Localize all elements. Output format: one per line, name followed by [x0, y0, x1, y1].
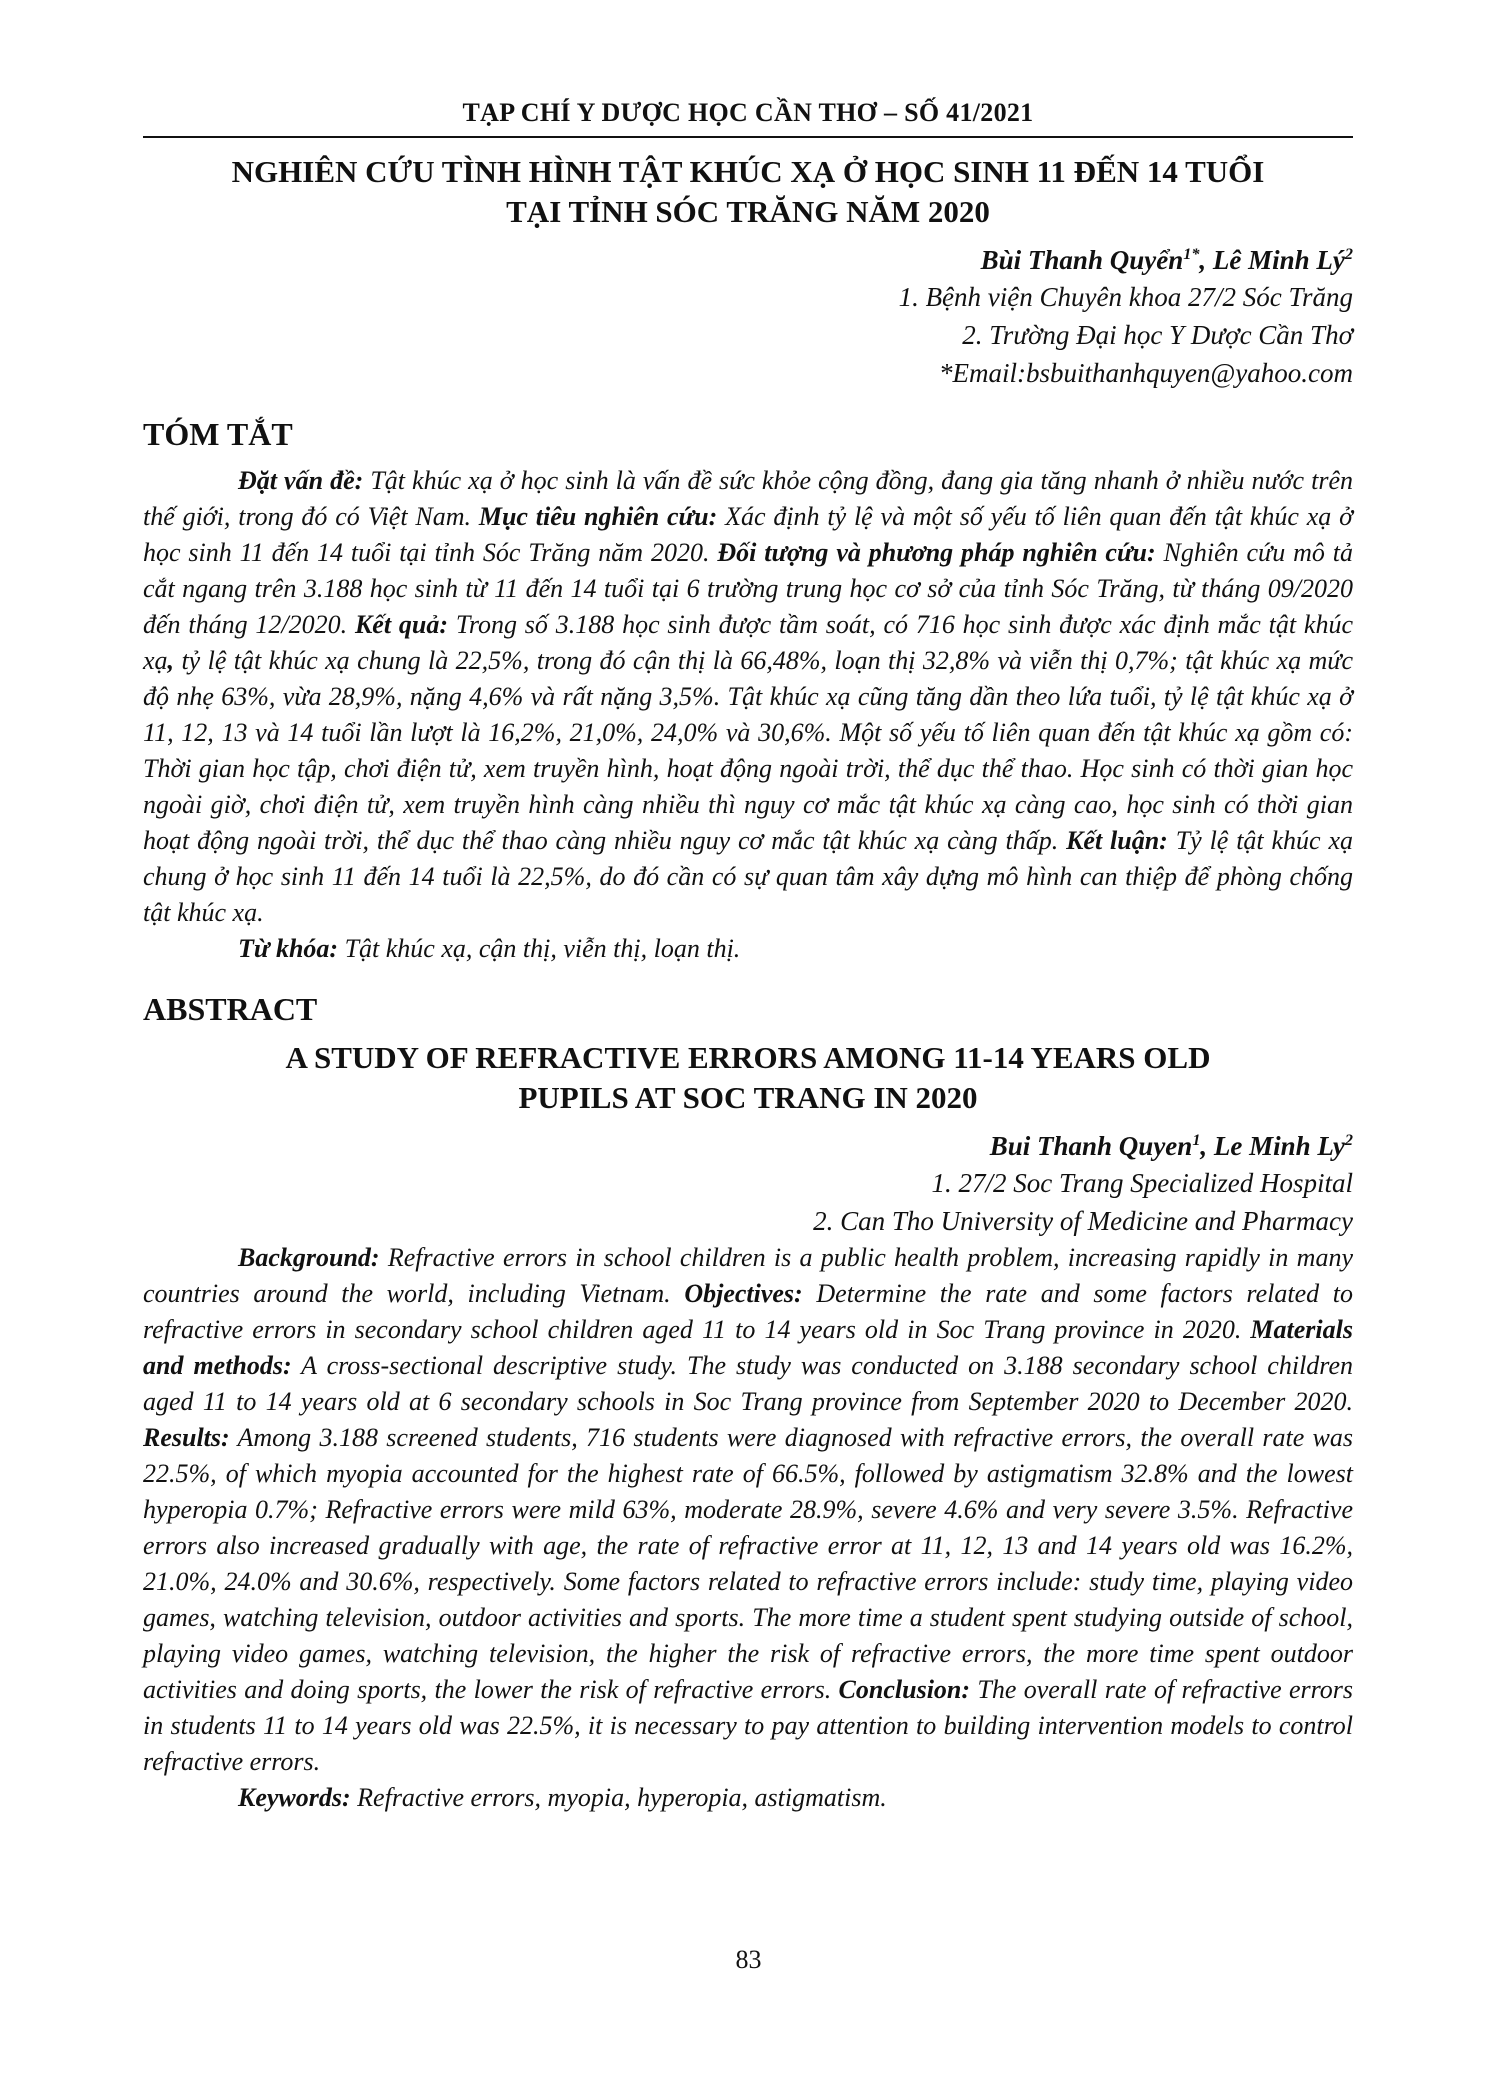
- en-title-line1: A STUDY OF REFRACTIVE ERRORS AMONG 11-14 YEARS OLD: [285, 1040, 1211, 1075]
- vi-obj-text: Xác định tỷ lệ và một số yếu tố liên quan đến tật khúc xạ ở học sinh 11 đến 14 tuổi tại tỉnh Sóc Trăng năm 2020.: [143, 502, 1354, 567]
- en-title: [143, 1038, 1353, 1118]
- vi-conc-text: Tỷ lệ tật khúc xạ chung ở học sinh 11 đến 14 tuổi là 22,5%, do đó cần có sự quan tâm xây dựng mô hình can thiệp để phòng chống tật khúc xạ.: [143, 826, 1353, 927]
- vi-res-text-a: Trong số 3.188 học sinh được tầm soát, có 716 học sinh được xác định mắc tật khúc xạ: [143, 610, 1353, 675]
- vi-author-1: Bùi Thanh Quyển: [980, 245, 1184, 275]
- vi-title: [143, 152, 1353, 232]
- vi-section-heading: TÓM TẮT: [143, 416, 293, 452]
- en-author-2-sup: 2: [1344, 1131, 1353, 1149]
- en-res-text: Among 3.188 screened students, 716 students were diagnosed with refractive errors, the overall rate was 22.5%, of which myopia accounted for the highest rate of 66.5%, followed by astigmatism 32.8% and the lowest hyperopia 0.7%; Refractive errors were mild 63%, moderate 28.9%, severe 4.6% and very severe 3.5%. Refractive errors also increased gradually with age, the rate of refractive error at 11, 12, 13 and 14 years old was 16.2%, 21.0%, 24.0% and 30.6%, respectively. Some factors related to refractive errors include: study time, playing video games, watching television, outdoor activities and sports. The more time a student spent studying outside of school, playing video games, watching television, the higher the risk of refractive errors, the more time spent outdoor activities and doing sports, the lower the risk of refractive errors.: [143, 1423, 1353, 1704]
- vi-abstract-paragraph: [143, 463, 1353, 931]
- vi-res-text-b: tỷ lệ tật khúc xạ chung là 22,5%, trong đó cận thị là 66,48%, loạn thị 32,8% và viễn thị 0,7%; tật khúc xạ mức độ nhẹ 63%, vừa 28,9%, nặng 4,6% và rất nặng 3,5%. Tật khúc xạ cũng tăng dần theo lứa tuổi, tỷ lệ tật khúc xạ ở 11, 12, 13 và 14 tuổi lần lượt là 16,2%, 21,0%, 24,0% và 30,6%. Một số yếu tố liên quan đến tật khúc xạ gồm có: Thời gian học tập, chơi điện tử, xem truyền hình, hoạt động ngoài trời, thể dục thể thao. Học sinh có thời gian học ngoài giờ, chơi điện tử, xem truyền hình càng nhiều thì nguy cơ mắc tật khúc xạ càng cao, học sinh có thời gian hoạt động ngoài trời, thể dục thể thao càng nhiều nguy cơ mắc tật khúc xạ càng thấp.: [143, 646, 1353, 855]
- vi-bg-text: Tật khúc xạ ở học sinh là vấn đề sức khỏe cộng đồng, đang gia tăng nhanh ở nhiều nước trên thế giới, trong đó có Việt Nam.: [143, 466, 1353, 531]
- page-number: 83: [735, 1945, 762, 1974]
- vi-kw-text: Tật khúc xạ, cận thị, viễn thị, loạn thị.: [338, 934, 741, 963]
- vi-authors: [143, 242, 1353, 278]
- vi-author-1-sup: 1*: [1183, 245, 1200, 263]
- vi-meth-label: Đối tượng và phương pháp nghiên cứu:: [717, 538, 1156, 567]
- en-affiliation-1: 1. 27/2 Soc Trang Specialized Hospital: [931, 1168, 1353, 1198]
- en-kw-label: Keywords:: [238, 1783, 351, 1812]
- en-keywords: [238, 1780, 1353, 1816]
- en-meth-text: A cross-sectional descriptive study. The study was conducted on 3.188 secondary school children aged 11 to 14 years old at 6 secondary schools in Soc Trang province from September 2020 to December 2020.: [143, 1351, 1353, 1416]
- vi-obj-label: Mục tiêu nghiên cứu:: [478, 502, 718, 531]
- en-meth-label: Materials and methods:: [143, 1315, 1353, 1380]
- vi-res-label: Kết quả:: [354, 610, 448, 639]
- en-conc-text: The overall rate of refractive errors in students 11 to 14 years old was 22.5%, it is necessary to pay attention to building intervention models to control refractive errors.: [143, 1675, 1353, 1776]
- en-author-1-sup: 1: [1192, 1131, 1201, 1149]
- vi-meth-text: Nghiên cứu mô tả cắt ngang trên 3.188 học sinh từ 11 đến 14 tuổi tại 6 trường trung học cơ sở của tỉnh Sóc Trăng, từ tháng 09/2020 đến tháng 12/2020.: [143, 538, 1353, 639]
- en-conc-label: Conclusion:: [838, 1675, 971, 1704]
- vi-affiliation-1: 1. Bệnh viện Chuyên khoa 27/2 Sóc Trăng: [898, 282, 1353, 312]
- vi-keywords: [238, 931, 1353, 967]
- vi-res-comma: ,: [167, 646, 175, 675]
- en-section-heading: ABSTRACT: [143, 991, 318, 1027]
- en-author-2: Le Minh Ly: [1213, 1131, 1345, 1161]
- en-res-label: Results:: [143, 1423, 230, 1452]
- en-affiliation-2: 2. Can Tho University of Medicine and Pharmacy: [813, 1206, 1353, 1236]
- vi-title-line2: TẠI TỈNH SÓC TRĂNG NĂM 2020: [506, 194, 990, 229]
- vi-conc-label: Kết luận:: [1066, 826, 1168, 855]
- en-author-1: Bui Thanh Quyen: [989, 1131, 1193, 1161]
- vi-author-2-sup: 2: [1344, 245, 1353, 263]
- en-bg-text: Refractive errors in school children is a public health problem, increasing rapidly in many countries around the world, including Vietnam.: [143, 1243, 1353, 1308]
- vi-author-2: Lê Minh Lý: [1212, 245, 1345, 275]
- en-obj-label: Objectives:: [684, 1279, 803, 1308]
- article-page: [143, 98, 1353, 1816]
- journal-header: TẠP CHÍ Y DƯỢC HỌC CẦN THƠ – SỐ 41/2021: [143, 98, 1353, 138]
- vi-bg-label: Đặt vấn đề:: [238, 466, 364, 495]
- vi-email: *Email:bsbuithanhquyen@yahoo.com: [938, 358, 1353, 388]
- vi-author-separator: ,: [1199, 245, 1213, 275]
- vi-kw-label: Từ khóa:: [238, 934, 339, 963]
- en-authors: [143, 1128, 1353, 1164]
- vi-title-line1: NGHIÊN CỨU TÌNH HÌNH TẬT KHÚC XẠ Ở HỌC SINH 11 ĐẾN 14 TUỔI: [231, 154, 1265, 189]
- en-kw-text: Refractive errors, myopia, hyperopia, astigmatism.: [350, 1783, 887, 1812]
- en-bg-label: Background:: [238, 1243, 380, 1272]
- en-obj-text: Determine the rate and some factors related to refractive errors in secondary school children aged 11 to 14 years old in Soc Trang province in 2020.: [143, 1279, 1353, 1344]
- en-author-separator: ,: [1200, 1131, 1214, 1161]
- en-abstract-paragraph: [143, 1240, 1353, 1780]
- en-title-line2: PUPILS AT SOC TRANG IN 2020: [518, 1080, 978, 1115]
- vi-affiliation-2: 2. Trường Đại học Y Dược Cần Thơ: [962, 320, 1353, 350]
